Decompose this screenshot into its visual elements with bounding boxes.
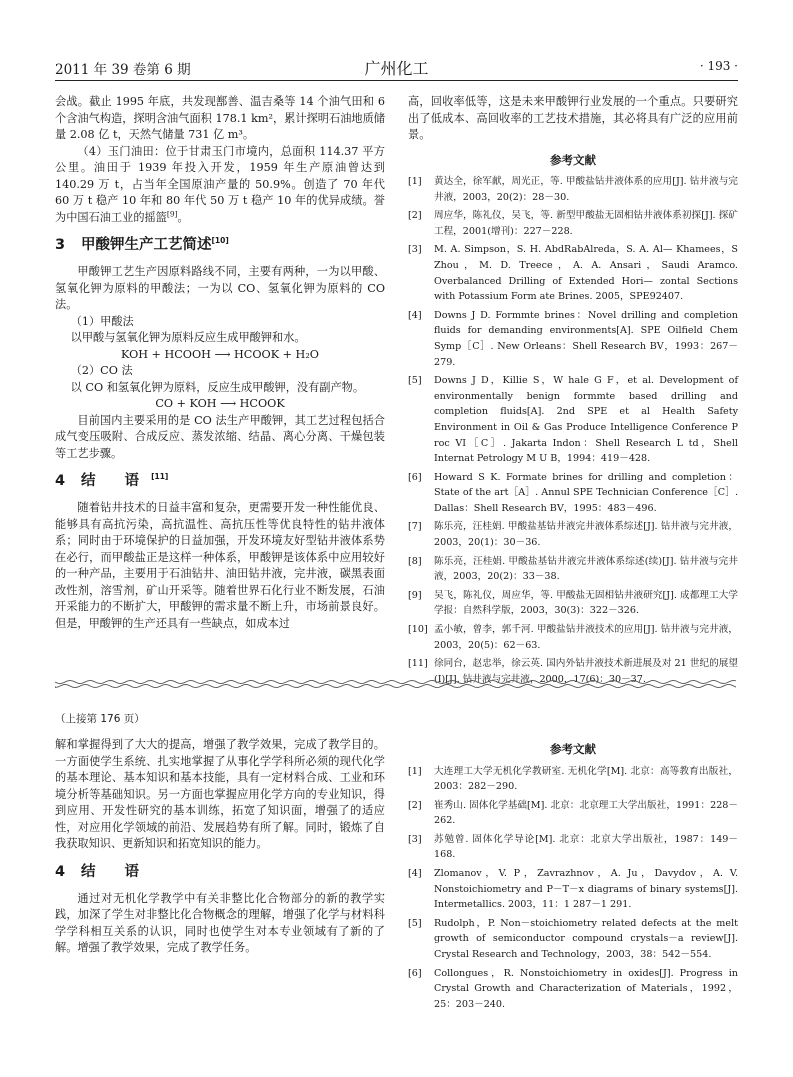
reference-item [408, 242, 738, 304]
chemical-equation: KOH + HCOOH ⟶ HCOOK + H₂O [121, 347, 319, 361]
page-number: · 193 · [699, 59, 738, 73]
reference-item [408, 798, 738, 829]
reference-text: 大连理工大学无机化学教研室. 无机化学[M]. 北京：高等教育出版社，2003：282－290. [434, 765, 738, 793]
reference-text: Rudolph，P. Non－stoichiometry related defects at the melt growth of semiconductor compound crystals－a review[J]. Crystal Research and Technology，2003，38：542－554. [434, 917, 738, 961]
reference-number: [7] [408, 521, 422, 533]
body-paragraph: 解和掌握得到了大大的提高，增强了教学效果，完成了教学目的。一方面使学生系统、扎实地掌握了从事化学学科所必须的现代化学的基本理论、基本知识和基本技能，具有一定材料合成、工业和环境分析等基础知识。另一方面也掌握应用化学方向的专业知识，得到应用、开发性研究的基本训练，拓宽了知识面，增强了的适应性，对应用化学领域的前沿、发展趋势有所了解。同时，锻炼了自我获取知识、更新知识和拓宽知识的能力。 [55, 738, 385, 850]
reference-text: 陈乐亮，汪桂娟. 甲酸盐基钻井液完井液体系综述(续)[J]. 钻井液与完井液，2003，20(2)：33－38. [434, 555, 738, 583]
article-separator [55, 679, 738, 689]
reference-number: [2] [408, 210, 422, 222]
reference-item [408, 470, 738, 517]
reference-text: Howard S K. Formate brines for drilling and completion：State of the art［A］. Annul SPE Technician Conference［C］. Dallas：Shell Research BV，1995：483－496. [434, 471, 738, 514]
body-paragraph: （4）玉门油田：位于甘肃玉门市境内，总面积 114.37 平方公里。油田于 1939 年投入开发，1959 年生产原油曾达到 140.29 万 t，占当年全国原油产量的 50.9%。创造了 70 年代 60 万 t 稳产 10 年和 80 年代 50 万 t 稳产 10 年的优异成绩。誉为中国石油工业的摇篮[9]。 [55, 144, 385, 224]
reference-text: 苏勉曾. 固体化学导论[M]. 北京：北京大学出版社，1987：149－168. [434, 833, 738, 861]
reference-list [408, 174, 738, 687]
reference-number: [4] [408, 309, 422, 321]
reference-text: 孟小敏，曾李，郭千河. 甲酸盐钻井液技术的应用[J]. 钻井液与完井液，2003，20(5)：62－63. [434, 624, 738, 651]
article-right-column [408, 94, 738, 690]
reference-number: [11] [408, 658, 428, 670]
body-paragraph: 高，回收率低等，这是未来甲酸钾行业发展的一个重点。只要研究出了低成本、高回收率的工艺技术措施，其必将具有广泛的应用前景。 [408, 95, 738, 141]
reference-number: [8] [408, 555, 422, 567]
reference-item [408, 308, 738, 370]
reference-item [408, 622, 738, 653]
method-title: （2）CO 法 [70, 364, 133, 377]
reference-text: Collongues，R. Nonstoichiometry in oxides[J]. Progress in Crystal Growth and Characterization of Materials，1992，25：203－240. [434, 967, 738, 1010]
chemical-equation: CO + KOH ⟶ HCOOK [155, 397, 285, 410]
article-left-column [55, 94, 385, 632]
reference-item [408, 916, 738, 963]
reference-number: [6] [408, 967, 422, 979]
continued-note: （上接第 176 页） [55, 713, 145, 725]
body-paragraph: 甲酸钾工艺生产因原料路线不同，主要有两种，一为以甲酸、氢氧化钾为原料的甲酸法；一为以 CO、氢氧化钾为原料的 CO 法。 [55, 265, 385, 311]
reference-item [408, 832, 738, 863]
section-heading: 4 结 语[11] [55, 472, 169, 489]
reference-number: [4] [408, 868, 422, 880]
section-heading: 4 结 语 [55, 863, 152, 880]
references-heading: 参考文献 [550, 742, 596, 756]
journal-title: 广州化工 [364, 59, 429, 78]
body-paragraph: 通过对无机化学教学中有关非整比化合物部分的新的教学实践，加深了学生对非整比化合物概念的理解，增强了化学与材料科学学科相互关系的认识，同时也使学生对本专业领域有了新的了解。增强了教学效果，完成了教学任务。 [55, 891, 385, 954]
reference-number: [1] [408, 765, 422, 777]
reference-text: 黄达全，徐军献，周光正，等. 甲酸盐钻井液体系的应用[J]. 钻井液与完井液，2003，20(2)：28－30. [434, 176, 738, 203]
reference-text: Zlomanov，V. P，Zavrazhnov，A. Ju，Davydov，A. V. Nonstoichiometry and P－T－x diagrams of binary systems[J]. Intermetallics. 2003，11：1 287－1 291. [434, 868, 738, 911]
reference-item [408, 966, 738, 1013]
article-right-column [408, 733, 738, 1015]
reference-number: [2] [408, 799, 422, 811]
reference-text: Downs J D，Killie S，W hale G F，et al. Development of environmentally benign formmte based drilling and completion fluids[A]. 2nd SPE et al Health Safety Environment in Oil & Gas Produce Intelligence Conference P roc VI［C］. Jakarta Indon：Shell Research L td，Shell Internat Petrology M U B，1994：419－428. [434, 375, 738, 465]
body-paragraph: 会战。截止 1995 年底，共发现鄯善、温吉桑等 14 个油气田和 6 个含油气构造，探明含油气面积 178.1 km²，累计探明石油地质储量 2.08 亿 t，天然气储量 731 亿 m³。 [55, 95, 385, 141]
method-text: 以甲酸与氢氧化钾为原料反应生成甲酸钾和水。 [70, 331, 306, 344]
journal-issue: 2011 年 39 卷第 6 期 [55, 62, 191, 78]
reference-text: 陈乐亮，汪桂娟. 甲酸盐基钻井液完井液体系综述[J]. 钻井液与完井液，2003，20(1)：30－36. [434, 521, 738, 549]
reference-text: 徐同台，赵忠举，徐云英. 国内外钻井液技术新进展及对 21 世纪的展望(Ⅰ)[J]. 钻井液与完井液，2000，17(6)：30－37. [434, 658, 738, 685]
reference-item [408, 588, 738, 619]
page-header [55, 56, 738, 81]
body-paragraph: 随着钻井技术的日益丰富和复杂，更需要开发一种性能优良、能够具有高抗污染，高抗温性、高抗压性等优良特性的钻井液体系；同时由于环境保护的日益加强，开发环境友好型钻井液体系势在必行，而甲酸盐正是这样一种体系，甲酸钾是该体系中应用较好的一种产品，主要用于石油钻井、油田钻井液，完井液，碳黑表面改性剂，溶雪剂，矿山开采等。随着世界石化行业不断发展，石油开采能力的不断扩大，甲酸钾的需求量不断上升，市场前景良好。但是，甲酸钾的生产还具有一些缺点，如成本过 [55, 501, 385, 630]
reference-item [408, 174, 738, 205]
reference-number: [6] [408, 471, 422, 483]
article-left-column [55, 737, 385, 957]
citation: [9] [166, 208, 178, 218]
reference-number: [9] [408, 589, 422, 601]
reference-item [408, 208, 738, 239]
reference-text: 周应华，陈礼仪，吴飞，等. 新型甲酸盐无固相钻井液体系初探[J]. 探矿工程，2001(增刊)：227－228. [434, 210, 738, 237]
reference-number: [5] [408, 375, 422, 387]
reference-text: 崔秀山. 固体化学基础[M]. 北京：北京理工大学出版社，1991：228－262. [434, 799, 738, 827]
reference-item [408, 866, 738, 913]
reference-number: [10] [408, 624, 428, 636]
reference-number: [3] [408, 833, 422, 845]
reference-item [408, 373, 738, 467]
reference-text: Downs J D. Formmte brines：Novel drilling and completion fluids for demanding environments[A]. SPE Oilfield Chem Symp［C］. New Orleans：Shell Research BV，1993：267－279. [434, 309, 738, 368]
reference-item [408, 764, 738, 795]
reference-number: [1] [408, 176, 422, 187]
reference-number: [3] [408, 244, 422, 256]
method-text: 以 CO 和氢氧化钾为原料，反应生成甲酸钾，没有副产物。 [70, 380, 365, 394]
method-title: （1）甲酸法 [70, 314, 134, 328]
reference-text: 吴飞，陈礼仪，周应华，等. 甲酸盐无固相钻井液研究[J]. 成都理工大学学报：自然科学版，2003，30(3)：322－326. [434, 589, 738, 617]
reference-item [408, 519, 738, 550]
reference-number: [5] [408, 917, 422, 929]
reference-text: M. A. Simpson，S. H. AbdRabAlreda，S. A. Al— Khamees，S Zhou，M. D. Treece，A. A. Ansari，Saudi Aramco. Overbalanced Drilling of Extended Hori— zontal Sections with Potassium Form ate Brines. 2005，SPE92407. [434, 244, 738, 303]
references-heading: 参考文献 [550, 152, 596, 167]
body-paragraph: 目前国内主要采用的是 CO 法生产甲酸钾，其工艺过程包括合成气变压吸附、合成反应、蒸发浓缩、结晶、离心分离、干燥包装等工艺步骤。 [55, 413, 385, 460]
reference-list [408, 764, 738, 1013]
section-heading: 3 甲酸钾生产工艺简述[10] [55, 236, 229, 253]
reference-item [408, 554, 738, 585]
